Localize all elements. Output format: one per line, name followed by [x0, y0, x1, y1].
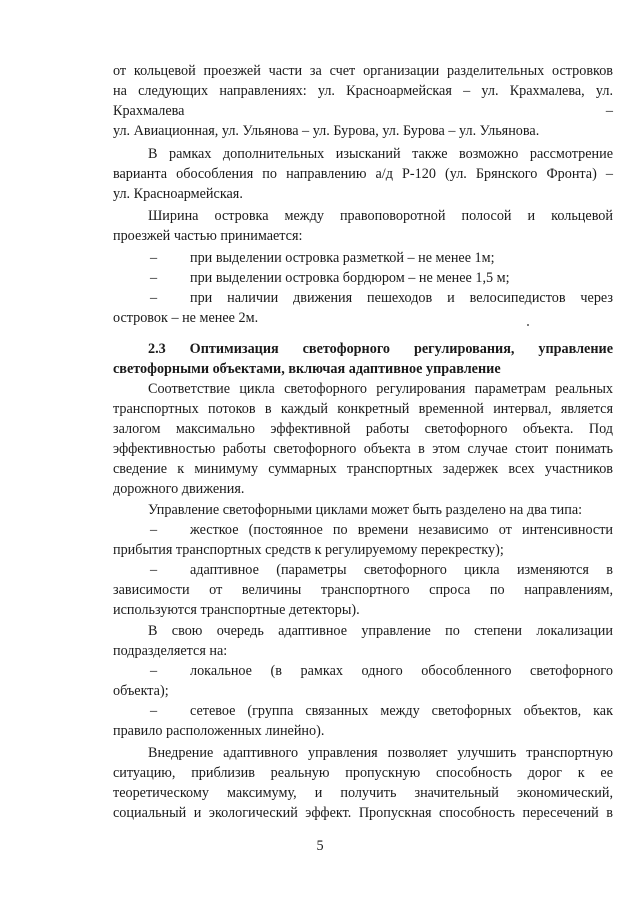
list-item-text: правило расположенных линейно).: [113, 723, 325, 739]
paragraph-line: проезжей частью принимается:: [113, 228, 303, 244]
paragraph-line: варианта обособления по направлению а/д Р-120 (ул. Брянского Фронта) –: [113, 166, 613, 182]
paragraph-line: эффективностью работы светофорного объекта в этом случае стоит понимать: [113, 441, 613, 457]
list-item-text: используются транспортные детекторы).: [113, 602, 360, 618]
paragraph-line: подразделяется на:: [113, 643, 228, 659]
paragraph-line: от кольцевой проезжей части за счет организации разделительных островков: [113, 63, 613, 79]
page-number: 5: [316, 838, 324, 854]
paragraph-line: Ширина островка между правоповоротной полосой и кольцевой: [148, 208, 613, 224]
paragraph-line: ул. Красноармейская.: [113, 186, 243, 202]
list-dash: –: [150, 290, 158, 306]
paragraph-line: транспортных потоков в каждый конкретный временной интервал, является: [113, 401, 613, 417]
paragraph-line: Соответствие цикла светофорного регулирования параметрам реальных: [148, 381, 613, 397]
section-heading: 2.3 Оптимизация светофорного регулирования, управление: [148, 341, 613, 357]
paragraph-dash: –: [605, 103, 613, 119]
list-item-text: при выделении островка разметкой – не менее 1м;: [190, 250, 495, 266]
paragraph-line: ситуацию, приблизив реальную пропускную способность дорог к ее: [113, 765, 613, 781]
paragraph-line: В рамках дополнительных изысканий также возможно рассмотрение: [148, 146, 613, 162]
list-dash: –: [150, 522, 158, 538]
paragraph-line: дорожного движения.: [113, 481, 245, 497]
paragraph-line: Управление светофорными циклами может быть разделено на два типа:: [148, 502, 583, 518]
paragraph-line: Внедрение адаптивного управления позволяет улучшить транспортную: [148, 745, 613, 761]
paragraph-line: залогом максимально эффективной работы светофорного объекта. Под: [113, 421, 613, 437]
list-item-text: при наличии движения пешеходов и велосипедистов через: [190, 290, 613, 306]
list-item-text: островок – не менее 2м.: [113, 310, 259, 326]
section-heading: светофорными объектами, включая адаптивное управление: [113, 361, 501, 377]
paragraph-line: на следующих направлениях: ул. Красноармейская – ул. Крахмалева, ул.: [113, 83, 613, 99]
list-item-text: зависимости от величины транспортного спроса по направлениям,: [113, 582, 613, 598]
list-dash: –: [150, 562, 158, 578]
list-item-text: адаптивное (параметры светофорного цикла изменяются в: [190, 562, 613, 578]
list-dash: –: [150, 270, 158, 286]
paragraph-line: теоретическому максимуму, и получить значительный экономический,: [113, 785, 613, 801]
paragraph-line: социальный и экологический эффект. Пропускная способность пересечений в: [113, 805, 613, 821]
list-item-text: объекта);: [113, 683, 169, 699]
paragraph-line: ул. Авиационная, ул. Ульянова – ул. Бурова, ул. Бурова – ул. Ульянова.: [113, 123, 540, 139]
paragraph-line: В свою очередь адаптивное управление по степени локализации: [148, 623, 613, 639]
list-dash: –: [150, 250, 158, 266]
list-item-text: локальное (в рамках одного обособленного светофорного: [190, 663, 613, 679]
list-dash: –: [150, 703, 158, 719]
list-item-text: сетевое (группа связанных между светофорных объектов, как: [190, 703, 613, 719]
list-item-text: жесткое (постоянное по времени независимо от интенсивности: [190, 522, 613, 538]
scan-speck: [527, 324, 529, 326]
paragraph-line: Крахмалева: [113, 103, 185, 119]
list-dash: –: [150, 663, 158, 679]
paragraph-line: сведение к минимуму суммарных транспортных задержек всех участников: [113, 461, 613, 477]
list-item-text: при выделении островка бордюром – не менее 1,5 м;: [190, 270, 510, 286]
list-item-text: прибытия транспортных средств к регулируемому перекрестку);: [113, 542, 504, 558]
